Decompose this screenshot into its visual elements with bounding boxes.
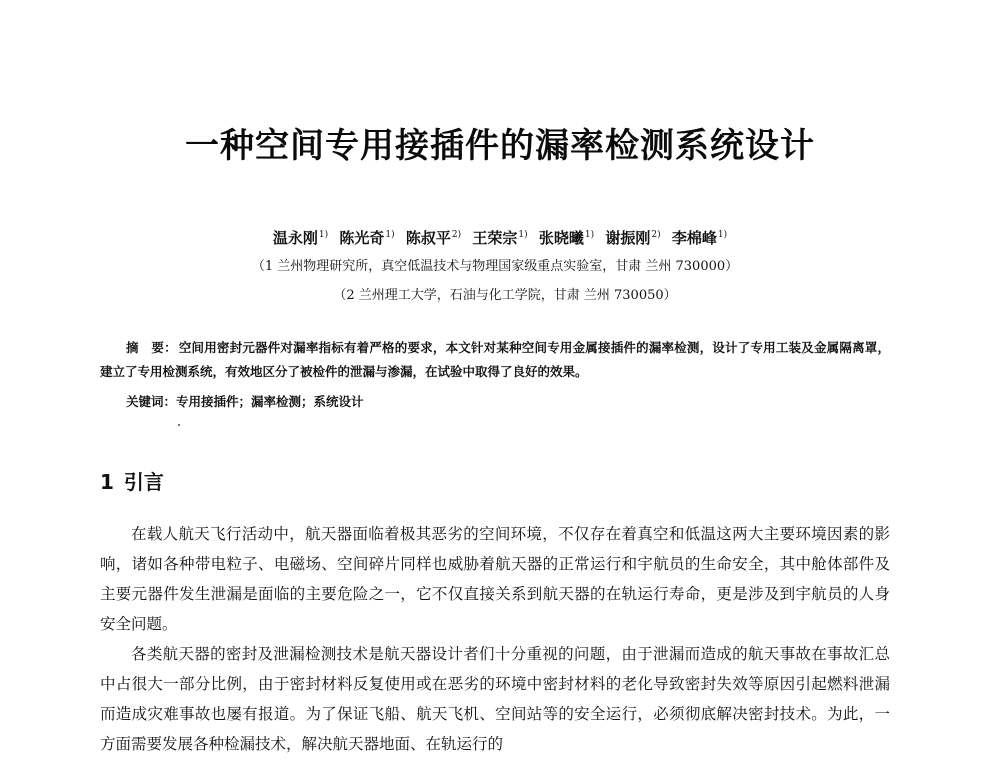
keywords bbox=[126, 392, 886, 410]
abstract bbox=[100, 336, 890, 384]
author: 李棉峰$^{1)}$ bbox=[671, 229, 728, 247]
paragraph: 各类航天器的密封及泄漏检测技术是航天器设计者们十分重视的问题，由于泄漏而造成的航天事故在事故汇总中占很大一部分比例，由于密封材料反复使用或在恶劣的环境中密封材料的老化导致密封失效等原因引起燃料泄漏而造成灾难事故也屡有报道。为了保证飞船、航天飞机、空间站等的安全运行，必须彻底解决密封技术。为此，一方面需要发展各种检漏技术，解决航天器地面、在轨运行的 bbox=[100, 645, 890, 753]
body-text bbox=[100, 519, 890, 759]
author: 谢振刚$^{2)}$ bbox=[605, 229, 661, 247]
author: 王荣宗$^{1)}$ bbox=[472, 229, 528, 247]
section-heading bbox=[100, 466, 164, 495]
author: 陈光奇$^{1)}$ bbox=[339, 229, 395, 247]
section-number: 1 bbox=[100, 470, 114, 494]
author-list bbox=[0, 227, 1000, 248]
abstract-text: 空间用密封元器件对漏率指标有着严格的要求，本文针对某种空间专用金属接插件的漏率检测，设计了专用工装及金属隔离罩，建立了专用检测系统，有效地区分了被检件的泄漏与渗漏，在试验中取得了良好的效果。 bbox=[100, 340, 890, 379]
author: 温永刚$^{1)}$ bbox=[272, 229, 329, 247]
keywords-text: 专用接插件；漏率检测；系统设计 bbox=[176, 394, 364, 409]
scan-speck bbox=[178, 424, 180, 426]
section-title: 引言 bbox=[123, 470, 164, 494]
affiliation-2: （2 兰州理工大学，石油与化工学院，甘肃 兰州 730050） bbox=[333, 288, 677, 303]
paper-title: 一种空间专用接插件的漏率检测系统设计 bbox=[185, 126, 815, 166]
abstract-label: 摘 要： bbox=[126, 340, 177, 355]
affiliation-1: （1 兰州物理研究所，真空低温技术与物理国家级重点实验室，甘肃 兰州 730000） bbox=[251, 259, 739, 274]
keywords-label: 关键词： bbox=[126, 394, 177, 409]
author: 张晓曦$^{1)}$ bbox=[538, 229, 595, 247]
author: 陈叔平$^{2)}$ bbox=[405, 229, 462, 247]
paragraph: 在载人航天飞行活动中，航天器面临着极其恶劣的空间环境，不仅存在着真空和低温这两大主要环境因素的影响，诸如各种带电粒子、电磁场、空间碎片同样也威胁着航天器的正常运行和宇航员的生命安全，其中舱体部件及主要元器件发生泄漏是面临的主要危险之一，它不仅直接关系到航天器的在轨运行寿命，更是涉及到宇航员的人身安全问题。 bbox=[100, 525, 890, 633]
